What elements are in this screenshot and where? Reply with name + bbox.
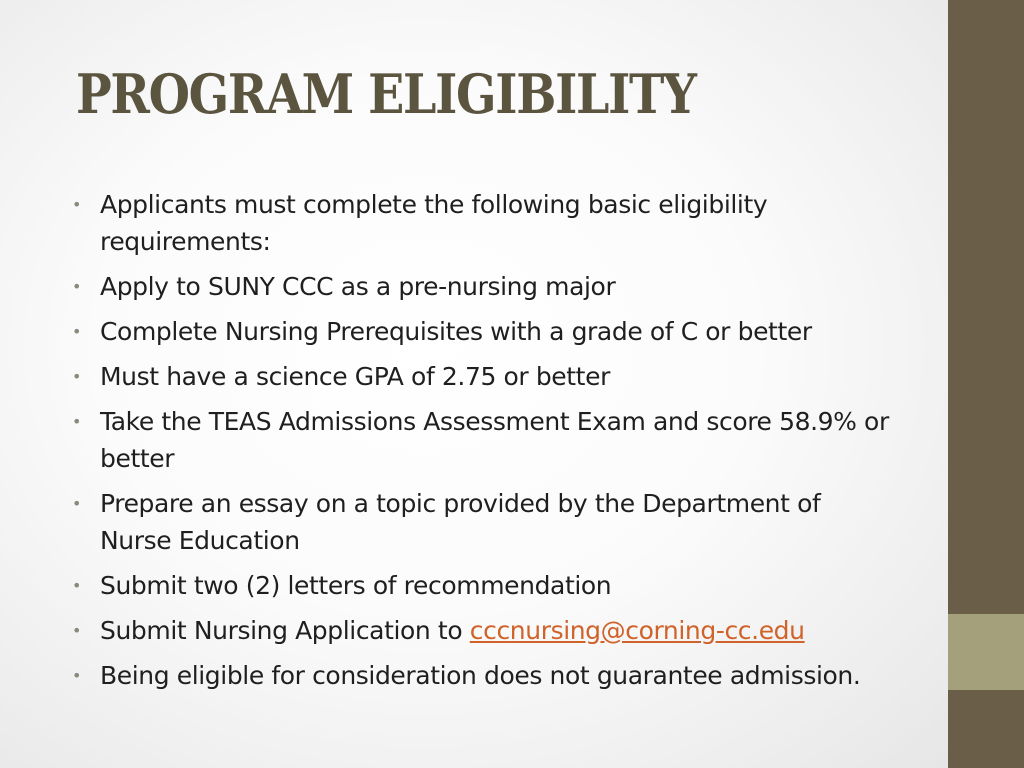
- bullet-item: [72, 358, 892, 395]
- bullet-text: Prepare an essay on a topic provided by the Department of Nurse Education: [100, 489, 821, 555]
- bullet-item: [72, 657, 892, 694]
- bullet-item: [72, 403, 892, 477]
- bullet-dot-icon: •: [72, 367, 82, 386]
- bullet-dot-icon: •: [72, 494, 82, 513]
- bullet-item: [72, 485, 892, 559]
- bullet-item: [72, 186, 892, 260]
- side-accent-block: [948, 614, 1024, 690]
- bullet-text: Apply to SUNY CCC as a pre-nursing major: [100, 272, 616, 301]
- bullet-dot-icon: •: [72, 412, 82, 431]
- bullet-item-application: [72, 612, 892, 649]
- bullet-text: Take the TEAS Admissions Assessment Exam and score 58.9% or better: [100, 407, 889, 473]
- bullet-dot-icon: •: [72, 277, 82, 296]
- bullet-dot-icon: •: [72, 621, 82, 640]
- bullet-list: [72, 186, 892, 702]
- bullet-dot-icon: •: [72, 666, 82, 685]
- bullet-text: Complete Nursing Prerequisites with a grade of C or better: [100, 317, 812, 346]
- bullet-text: Submit Nursing Application to: [100, 616, 470, 645]
- slide-title: PROGRAM ELIGIBILITY: [76, 62, 696, 126]
- email-link[interactable]: cccnursing@corning-cc.edu: [469, 616, 805, 645]
- bullet-dot-icon: •: [72, 322, 82, 341]
- bullet-dot-icon: •: [72, 576, 82, 595]
- bullet-text: Submit two (2) letters of recommendation: [100, 571, 612, 600]
- bullet-item: [72, 268, 892, 305]
- bullet-text: Applicants must complete the following basic eligibility requirements:: [100, 190, 768, 256]
- bullet-item: [72, 567, 892, 604]
- bullet-dot-icon: •: [72, 195, 82, 214]
- bullet-text: Must have a science GPA of 2.75 or better: [100, 362, 610, 391]
- bullet-item: [72, 313, 892, 350]
- bullet-text: Being eligible for consideration does not guarantee admission.: [100, 661, 861, 690]
